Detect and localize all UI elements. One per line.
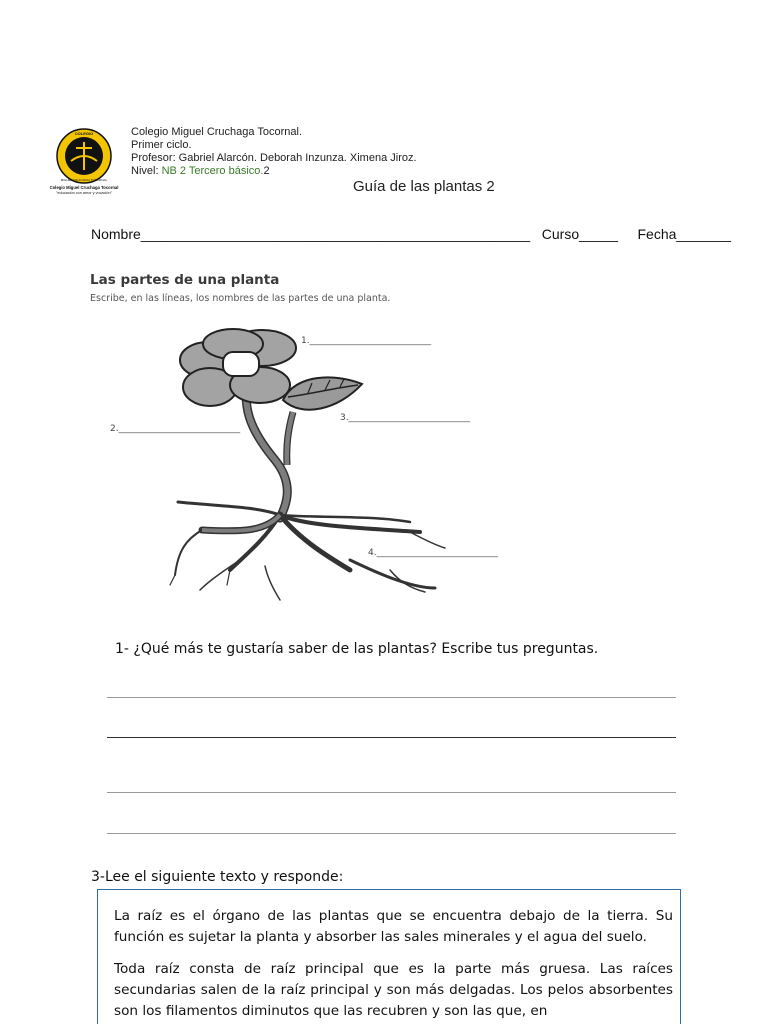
level-label: Nivel: xyxy=(131,165,162,177)
plant-flower xyxy=(180,329,296,406)
activity-instruction: Escribe, en las líneas, los nombres de las partes de una planta. xyxy=(90,293,391,304)
level-value: NB 2 Tercero básico. xyxy=(161,165,264,177)
student-info-row: Nombre__________________________________________________ Curso_____ Fecha_______ xyxy=(91,226,731,242)
label-4: 4.___________________________ xyxy=(368,548,499,558)
answer-line-4 xyxy=(107,833,676,834)
plant-diagram xyxy=(90,270,530,620)
school-level xyxy=(131,165,417,178)
school-logo xyxy=(47,127,123,197)
logo-text-top: COLEGIO xyxy=(74,131,94,136)
question-1: 1- ¿Qué más te gustaría saber de las plantas? Escribe tus preguntas. xyxy=(115,641,599,657)
school-cycle: Primer ciclo. xyxy=(131,139,192,151)
activity-title: Las partes de una planta xyxy=(90,272,280,288)
label-3: 3.___________________________ xyxy=(340,413,471,423)
reading-text-box xyxy=(97,889,681,1024)
question-3: 3-Lee el siguiente texto y responde: xyxy=(91,869,344,885)
answer-line-1 xyxy=(107,697,676,698)
answer-line-3 xyxy=(107,792,676,793)
school-name: Colegio Miguel Cruchaga Tocornal. xyxy=(131,126,303,138)
school-teachers: Profesor: Gabriel Alarcón. Deborah Inzunza. Ximena Jiroz. xyxy=(131,152,417,164)
school-header xyxy=(131,126,417,178)
logo-caption-2: "educación con amor y vocación" xyxy=(56,191,112,195)
plant-activity xyxy=(90,270,530,620)
level-suffix: 2 xyxy=(263,165,270,177)
reading-paragraph-1: La raíz es el órgano de las plantas que se encuentra debajo de la tierra. Su función es sujetar la planta y absorber las sales minerales y el agua del suelo. xyxy=(114,908,673,945)
logo-text-bottom: MIGUEL CRUCHAGA TOCORNAL xyxy=(60,178,108,182)
logo-caption-1: Colegio Miguel Cruchaga Tocornal xyxy=(49,185,119,190)
guide-title: Guía de las plantas 2 xyxy=(353,178,495,195)
reading-paragraph-2: Toda raíz consta de raíz principal que es la parte más gruesa. Las raíces secundarias salen de la raíz principal y son más delgadas. Los pelos absorbentes son los filamentos diminutos que las recubren y son las que, en xyxy=(114,961,673,1019)
plant-leaf xyxy=(283,377,362,409)
label-1: 1.___________________________ xyxy=(301,336,432,346)
answer-line-2 xyxy=(107,737,676,738)
label-2: 2.___________________________ xyxy=(110,424,241,434)
